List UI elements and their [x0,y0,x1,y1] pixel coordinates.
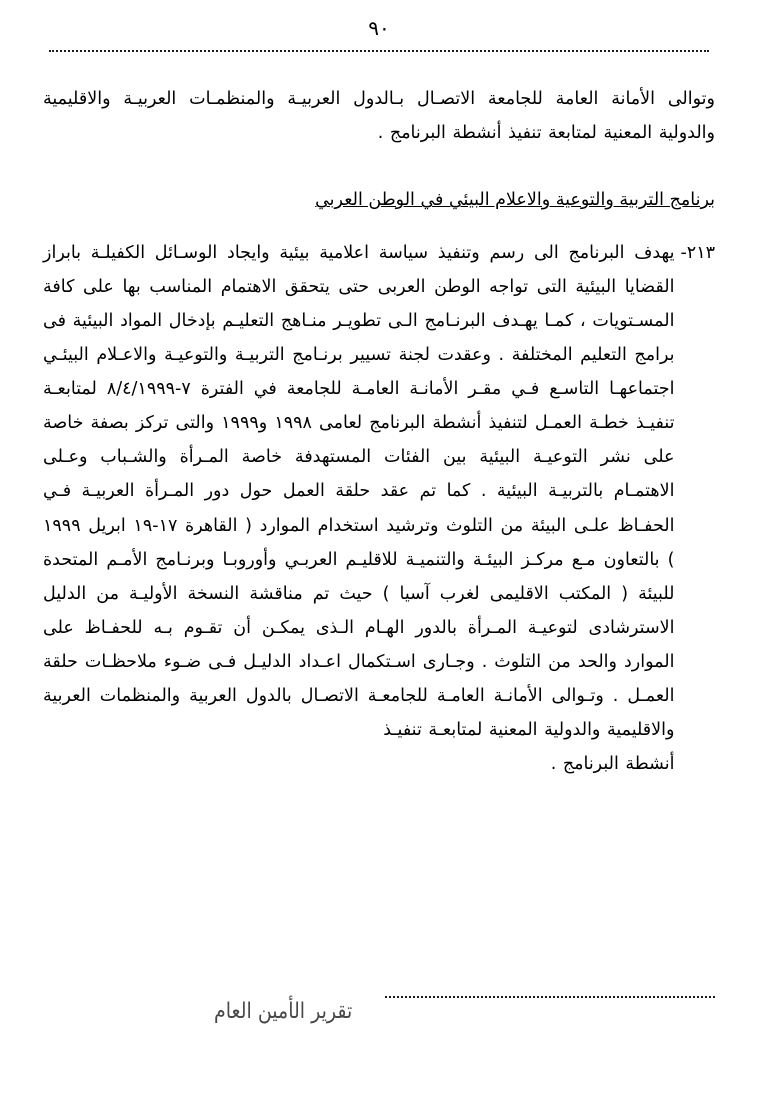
item-body-text: يهدف البرنامج الى رسم وتنفيذ سياسة اعلامية بيئية وايجاد الوسـائل الكفيلـة بابراز القضايا البيئية التى تواجه الوطن العربى حتى يتحقق الاهتمام المناسب بها على كافة المسـتويات ، كمـا يهـدف البرنـامج الـى تطويـر منـاهج التعليـم بإدخال المواد البيئية فى برامج التعليم المختلفة . وعقدت لجنة تسيير برنـامج التربيـة والتوعيـة والاعـلام البيئـي اجتماعهـا التاسـع فـي مقـر الأمانـة العامـة للجامعة في الفترة ٧-٨/٤/١٩٩٩ لمتابعـة تنفيـذ خطـة العمـل لتنفيذ أنشطة البرنامج لعامى ١٩٩٨ و١٩٩٩ والتى تركز بصفة خاصة على نشر التوعيـة البيئية بين الفئات المستهدفة خاصة المـرأة والشـباب وعـلى الاهتمـام بالتربيـة البيئية . كما تم عقد حلقة العمل حول دور المـرأة العربيـة فـي الحفـاظ علـى البيئة من التلوث وترشيد استخدام الموارد ( القاهرة ١٧-١٩ ابريل ١٩٩٩ ) بالتعاون مـع مركـز البيئـة والتنميـة للاقليـم العربـي وأوروبـا وبرنـامج الأمـم المتحدة للبيئة ( المكتب الاقليمى لغرب آسيا ) حيث تم مناقشة النسخة الأوليـة من الدليل الاسترشادى لتوعيـة المـرأة بالدور الهـام الـذى يمكـن أن تقـوم بـه للحفـاظ على الموارد والحد من التلوث . وجـارى اسـتكمال اعـداد الدليـل فـى ضـوء ملاحظـات حلقة العمـل . وتـوالى الأمانـة العامـة للجامعـة الاتصـال بالدول العربية والمنظمات العربية والاقليمية والدولية المعنية لمتابعـة تنفيـذ [43,242,675,741]
item-body [43,236,674,782]
page-content [43,82,715,782]
section-heading: برنامج التربية والتوعية والاعلام البيئي في الوطن العربي [315,190,715,211]
footer-mark: تقرير الأمين العام [214,998,353,1024]
numbered-item [43,236,715,782]
intro-paragraph: وتوالى الأمانة العامة للجامعة الاتصـال بـالدول العربيـة والمنظمـات العربيـة والاقليمية والدولية المعنية لمتابعة تنفيذ أنشطة البرنامج . [43,89,715,144]
document-page [0,16,758,1094]
top-divider [49,50,709,52]
page-number: ٩٠ [368,16,390,40]
item-body-tail: أنشطة البرنامج . [550,754,675,775]
item-number: ٢١٣- [680,242,715,263]
footer-divider [385,996,715,998]
